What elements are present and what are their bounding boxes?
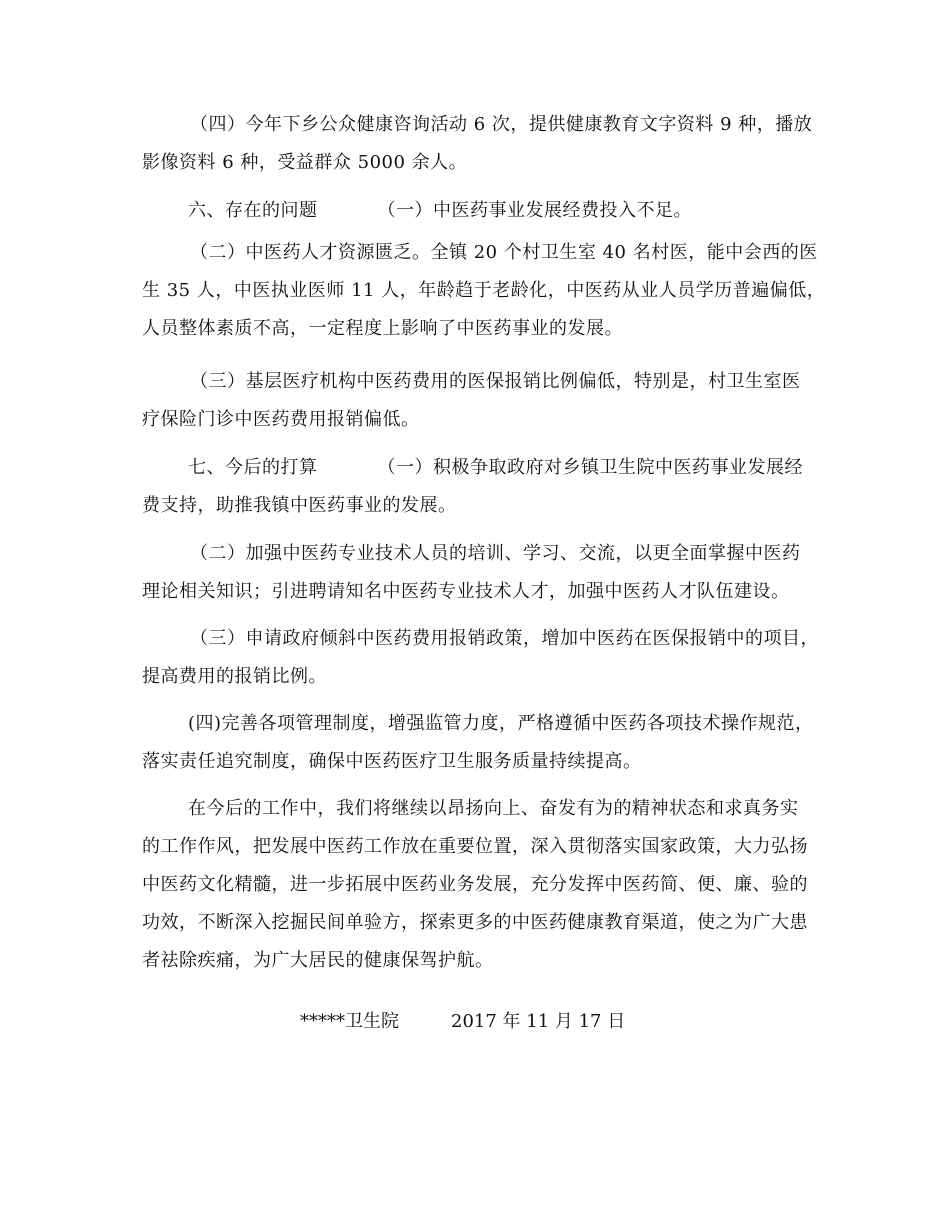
signature-block (300, 1003, 625, 1041)
text-line: （三）申请政府倾斜中医药费用报销政策，增加中医药在医保报销中的项目， (190, 628, 819, 649)
text-line: 影像资料 6 种，受益群众 5000 余人。 (142, 152, 468, 173)
text-line: （二）加强中医药专业技术人员的培训、学习、交流，以更全面掌握中医药 (190, 543, 801, 564)
text-line: （四）今年下乡公众健康咨询活动 6 次，提供健康教育文字资料 9 种，播放 (190, 114, 813, 135)
section-heading: 七、今后的打算 (188, 457, 318, 478)
section-heading-plans (142, 449, 814, 525)
section-heading: 六、存在的问题 (188, 200, 318, 221)
text-line: 在今后的工作中，我们将继续以昂扬向上、奋发有为的精神状态和求真务实 (188, 798, 799, 819)
text-line: 疗保险门诊中医药费用报销偏低。 (142, 409, 420, 430)
text-line: （三）基层医疗机构中医药费用的医保报销比例偏低，特别是，村卫生室医 (190, 371, 801, 392)
paragraph-training (142, 535, 814, 611)
text-line: 者祛除疾痛，为广大居民的健康保驾护航。 (142, 950, 494, 971)
paragraph-policy (142, 620, 819, 696)
paragraph-management (142, 705, 814, 781)
signature-date: 2017 年 11 月 17 日 (451, 1011, 626, 1032)
text-line: 理论相关知识；引进聘请知名中医药专业技术人才，加强中医药人才队伍建设。 (142, 581, 790, 602)
text-line: 中医药文化精髓，进一步拓展中医药业务发展，充分发挥中医药简、便、廉、验的 (142, 874, 808, 895)
text-line: 生 35 人，中医执业医师 11 人，年龄趋于老龄化，中医药从业人员学历普遍偏低， (142, 280, 826, 301)
text-line: 提高费用的报销比例。 (142, 666, 327, 687)
text-line: （一）中医药事业发展经费投入不足。 (377, 200, 692, 221)
text-line: (四)完善各项管理制度，增强监管力度，严格遵循中医药各项技术操作规范， (188, 713, 814, 734)
paragraph-reimbursement (142, 363, 814, 439)
paragraph-talent-shortage (142, 234, 826, 348)
text-line: （一）积极争取政府对乡镇卫生院中医药事业发展经 (377, 457, 803, 478)
paragraph-health-consultation (142, 106, 814, 182)
text-line: 费支持，助推我镇中医药事业的发展。 (142, 495, 457, 516)
text-line: 的工作作风，把发展中医药工作放在重要位置，深入贯彻落实国家政策，大力弘扬 (142, 836, 808, 857)
text-line: 人员整体素质不高，一定程度上影响了中医药事业的发展。 (142, 318, 623, 339)
paragraph-conclusion (142, 790, 814, 980)
text-line: 落实责任追究制度，确保中医药医疗卫生服务质量持续提高。 (142, 751, 642, 772)
signature-organization: *****卫生院 (300, 1011, 399, 1032)
section-heading-problems (142, 192, 814, 230)
text-line: （二）中医药人才资源匮乏。全镇 20 个村卫生室 40 名村医，能中会西的医 (190, 242, 818, 263)
text-line: 功效，不断深入挖掘民间单验方，探索更多的中医药健康教育渠道，使之为广大患 (142, 912, 808, 933)
